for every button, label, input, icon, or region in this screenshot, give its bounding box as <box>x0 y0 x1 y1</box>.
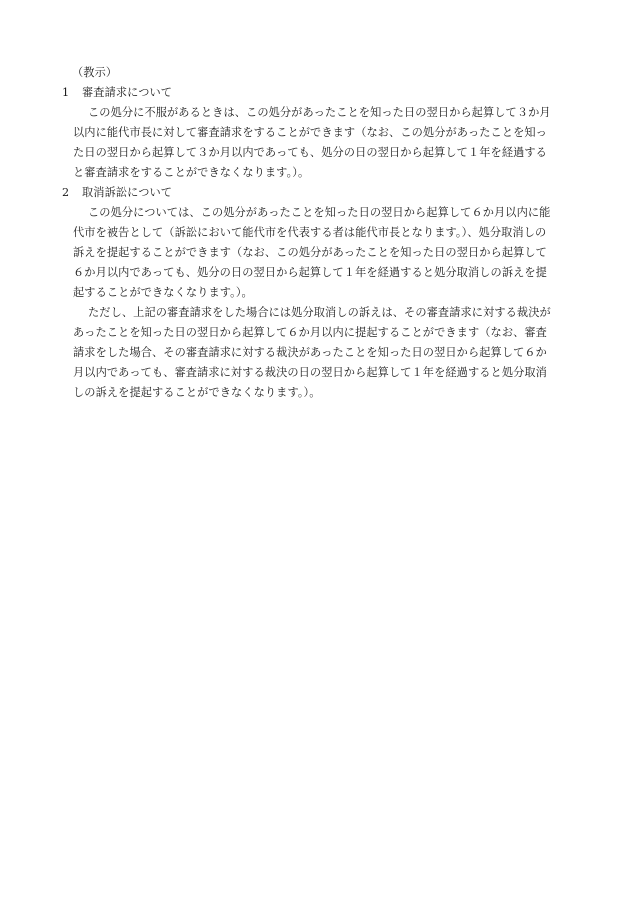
notice-title: （教示） <box>72 66 118 79</box>
section-heading-1 <box>62 83 572 103</box>
paragraph-line: この処分については、この処分があったことを知った日の翌日から起算して６か月以内に能 <box>88 206 551 219</box>
paragraph-line: 起することができなくなります。）。 <box>73 286 253 299</box>
section-number: 1 <box>62 86 70 99</box>
section-heading-2 <box>62 183 572 203</box>
paragraph-line: この処分に不服があるときは、この処分があったことを知った日の翌日から起算して３か月 <box>88 106 551 119</box>
section-title: 審査請求について <box>82 86 173 99</box>
paragraph-line: 以内に能代市長に対して審査請求をすることができます（なお、この処分があったことを知っ <box>73 126 547 139</box>
section-1-paragraph-1 <box>62 103 572 183</box>
paragraph-line: 訴えを提起することができます（なお、この処分があったことを知った日の翌日から起算して <box>73 246 547 259</box>
notice-document <box>62 63 572 403</box>
paragraph-line: 代市を被告として（訴訟において能代市を代表する者は能代市長となります。）、処分取消しの <box>73 226 547 239</box>
paragraph-line: 月以内であっても、審査請求に対する裁決の日の翌日から起算して１年を経過すると処分取消 <box>73 366 547 379</box>
section-number: 2 <box>62 186 70 199</box>
section-2-paragraph-2 <box>62 303 572 403</box>
paragraph-line: ６か月以内であっても、処分の日の翌日から起算して１年を経過すると処分取消しの訴えを提 <box>73 266 547 279</box>
paragraph-line: 請求をした場合、その審査請求に対する裁決があったことを知った日の翌日から起算して６か <box>73 346 547 359</box>
section-2-paragraph-1 <box>62 203 572 303</box>
paragraph-line: しの訴えを提起することができなくなります。）。 <box>73 386 321 399</box>
paragraph-line: ただし、上記の審査請求をした場合には処分取消しの訴えは、その審査請求に対する裁決が <box>88 306 551 319</box>
paragraph-line: た日の翌日から起算して３か月以内であっても、処分の日の翌日から起算して１年を経過する <box>73 146 547 159</box>
section-title: 取消訴訟について <box>82 186 173 199</box>
paragraph-line: と審査請求をすることができなくなります。）。 <box>73 166 310 179</box>
paragraph-line: あったことを知った日の翌日から起算して６か月以内に提起することができます（なお、審査 <box>73 326 547 339</box>
